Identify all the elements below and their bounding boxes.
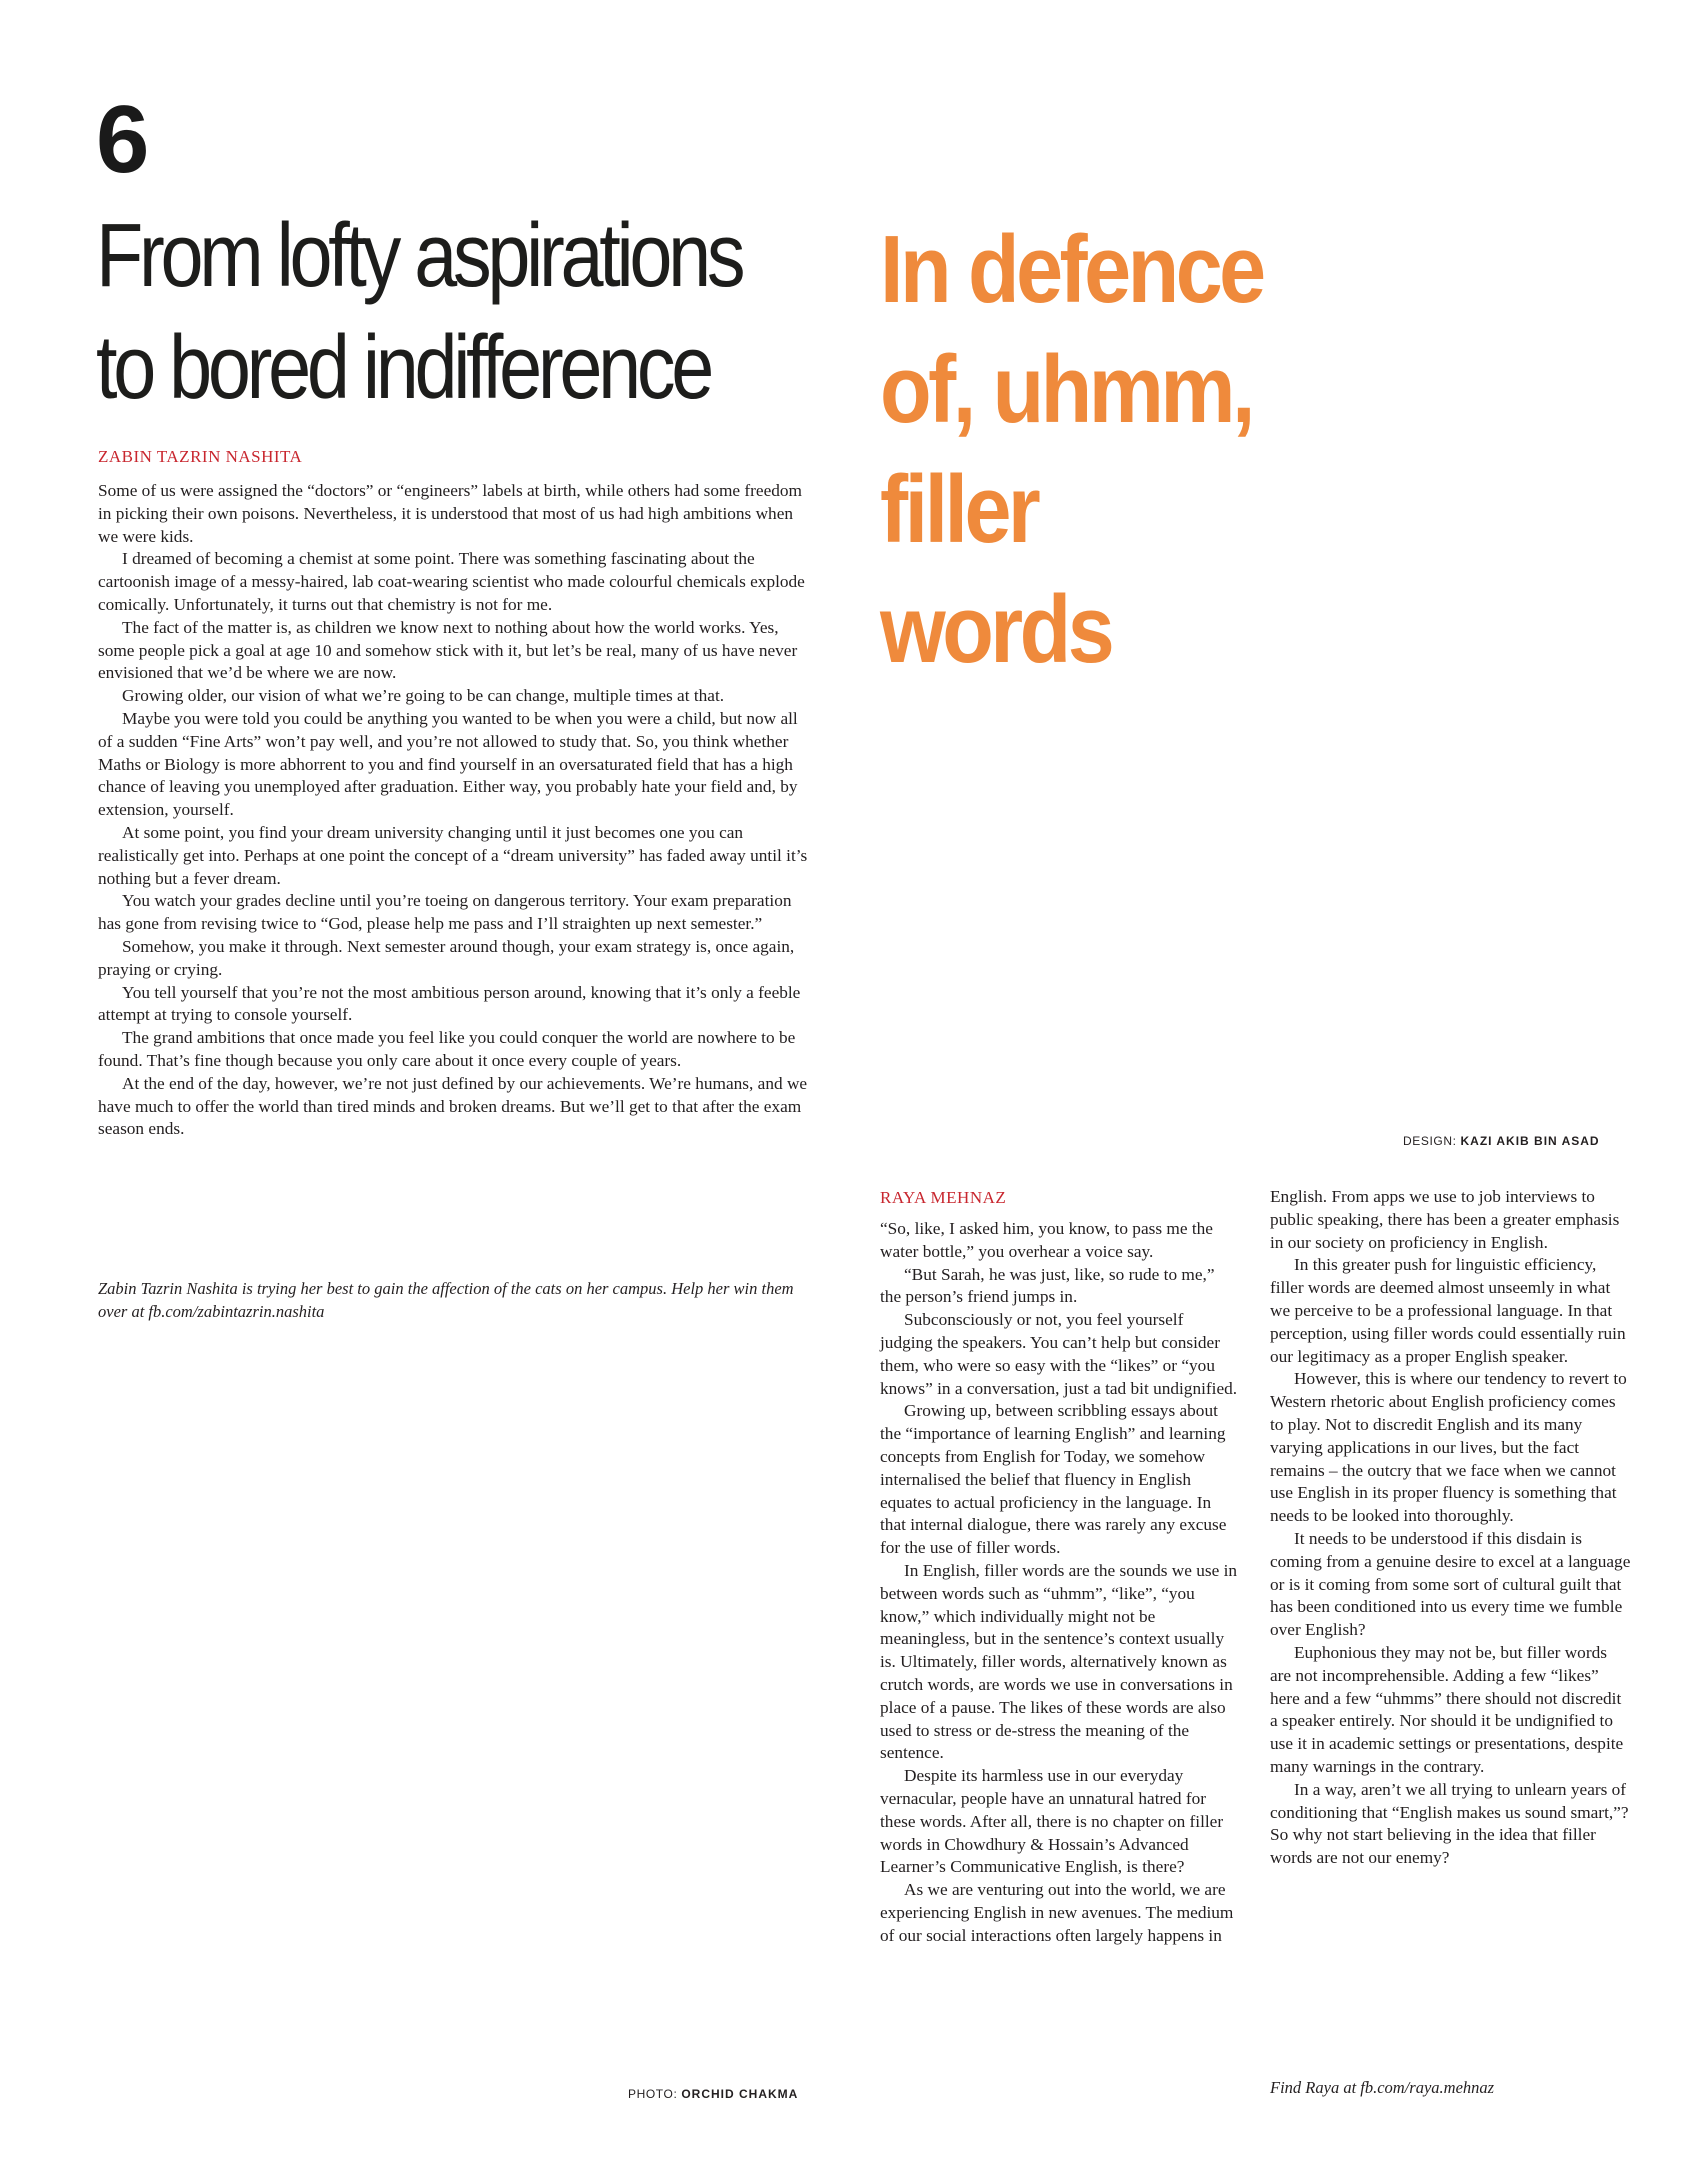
right-headline-line-4: words xyxy=(880,576,1112,683)
design-credit-label: DESIGN: xyxy=(1403,1134,1457,1148)
paragraph: It needs to be understood if this disdain is coming from a genuine desire to excel at a language or is it coming from some sort of cultural guilt that has been conditioned into us every time we fumble over English? xyxy=(1270,1528,1631,1640)
design-credit-name: KAZI AKIB BIN ASAD xyxy=(1460,1134,1600,1148)
paragraph: I dreamed of becoming a chemist at some point. There was something fascinating about the cartoonish image of a messy-haired, lab coat-wearing scientist who made colourful chemicals explode comically. Unfortunately, it turns out that chemistry is not for me. xyxy=(98,549,805,614)
paragraph: Subconsciously or not, you feel yourself judging the speakers. You can’t help but consider them, who were so easy with the “likes” or “you knows” in a conversation, just a tad bit undignified. xyxy=(880,1310,1238,1398)
right-headline-line-1: In defence xyxy=(880,216,1263,323)
photo-credit xyxy=(628,2087,798,2101)
left-article-byline: ZABIN TAZRIN NASHITA xyxy=(98,447,303,466)
paragraph: In a way, aren’t we all trying to unlearn years of conditioning that “English makes us sound smart,”? So why not start believing in the idea that filler words are not our enemy? xyxy=(1270,1779,1629,1868)
paragraph: The grand ambitions that once made you feel like you could conquer the world are nowhere to be found. That’s fine though because you only care about it once every couple of years. xyxy=(98,1028,796,1070)
paragraph: As we are venturing out into the world, we are experiencing English in new avenues. The medium of our social interactions often largely happens in xyxy=(880,1880,1234,1945)
paragraph: “But Sarah, he was just, like, so rude to me,” the person’s friend jumps in. xyxy=(880,1264,1215,1307)
paragraph: Somehow, you make it through. Next semester around though, your exam strategy is, once again, praying or crying. xyxy=(98,936,795,979)
right-article-author-note: Find Raya at fb.com/raya.mehnaz xyxy=(1270,2078,1495,2097)
photo-credit-name: ORCHID CHAKMA xyxy=(681,2087,799,2101)
right-article-headline xyxy=(880,210,1373,690)
design-credit xyxy=(1403,1134,1600,1148)
paragraph: You watch your grades decline until you’re toeing on dangerous territory. Your exam preparation has gone from revising twice to “God, please help me pass and I’ll straighten up next semester.” xyxy=(98,891,792,934)
paragraph: At the end of the day, however, we’re not just defined by our achievements. We’re humans, and we have much to offer the world than tired minds and broken dreams. But we’ll get to that after the exam season ends. xyxy=(98,1073,808,1139)
paragraph: “So, like, I asked him, you know, to pass me the water bottle,” you overhear a voice say. xyxy=(880,1219,1213,1261)
paragraph: English. From apps we use to job interviews to public speaking, there has been a greater emphasis in our society on proficiency in English. xyxy=(1270,1187,1620,1252)
paragraph: Maybe you were told you could be anything you wanted to be when you were a child, but now all of a sudden “Fine Arts” won’t pay well, and you’re not allowed to study that. So, you think whether Maths or Biology is more abhorrent to you and find yourself in an oversaturated field that has a high chance of leaving you unemployed after graduation. Either way, you probably hate your field and, by extension, yourself. xyxy=(98,708,798,820)
paragraph: In English, filler words are the sounds we use in between words such as “uhmm”, “like”, “you know,” which individually might not be meaningless, but in the sentence’s context usually is. Ultimately, filler words, alternatively known as crutch words, are words we use in conversations in place of a pause. The likes of these words are also used to stress or de-stress the meaning of the sentence. xyxy=(880,1560,1238,1763)
left-headline-line-2: to bored indifference xyxy=(96,318,710,418)
paragraph: Growing older, our vision of what we’re going to be can change, multiple times at that. xyxy=(122,686,725,706)
photo-credit-label: PHOTO: xyxy=(628,2087,678,2101)
paragraph: Despite its harmless use in our everyday vernacular, people have an unnatural hatred for these words. After all, there is no chapter on filler words in Chowdhury & Hossain’s Advanced Learner’s Communicative English, is there? xyxy=(880,1766,1224,1877)
paragraph: At some point, you find your dream university changing until it just becomes one you can realistically get into. Perhaps at one point the concept of a “dream university” has faded away until it’s nothing but a fever dream. xyxy=(98,822,808,888)
right-headline-line-2: of, uhmm, xyxy=(880,336,1252,443)
paragraph: You tell yourself that you’re not the most ambitious person around, knowing that it’s only a feeble attempt at trying to console yourself. xyxy=(98,982,801,1025)
left-article-author-note: Zabin Tazrin Nashita is trying her best to gain the affection of the cats on her campus. Help her win them over at fb.com/zabintazrin.nashita xyxy=(98,1279,794,1321)
left-headline-line-1: From lofty aspirations xyxy=(96,206,742,306)
left-article-body xyxy=(98,480,816,1141)
paragraph: Growing up, between scribbling essays about the “importance of learning English” and learning concepts from English for Today, we somehow internalised the belief that fluency in English equates to actual proficiency in the language. In that internal dialogue, there was rarely any excuse for the use of filler words. xyxy=(880,1401,1227,1558)
paragraph: The fact of the matter is, as children we know next to nothing about how the world works. Yes, some people pick a goal at age 10 and somehow stick with it, but let’s be real, many of us have never envisioned that we’d be where we are now. xyxy=(98,617,798,683)
page-number: 6 xyxy=(96,86,148,193)
paragraph: Euphonious they may not be, but filler words are not incomprehensible. Adding a few “likes” here and a few “uhmms” there should not discredit a speaker entirely. Nor should it be undignified to use it in academic settings or presentations, despite many warnings in the contrary. xyxy=(1270,1642,1624,1776)
paragraph: In this greater push for linguistic efficiency, filler words are deemed almost unseemly in what we perceive to be a professional language. In that perception, using filler words could essentially ruin our legitimacy as a proper English speaker. xyxy=(1270,1255,1626,1366)
right-article-byline: RAYA MEHNAZ xyxy=(880,1188,1007,1207)
right-headline-line-3: filler xyxy=(880,456,1038,563)
paragraph: Some of us were assigned the “doctors” or “engineers” labels at birth, while others had some freedom in picking their own poisons. Nevertheless, it is understood that most of us had high ambitions when we were kids. xyxy=(98,481,802,546)
right-article-column-1 xyxy=(880,1218,1238,1948)
right-article-column-2 xyxy=(1270,1186,1632,1870)
paragraph: However, this is where our tendency to revert to Western rhetoric about English proficiency comes to play. Not to discredit English and its many varying applications in our lives, but the fact remains – the outcry that we face when we cannot use English in its proper fluency is something that needs to be looked into thoroughly. xyxy=(1270,1369,1627,1526)
left-article-headline xyxy=(96,200,750,424)
